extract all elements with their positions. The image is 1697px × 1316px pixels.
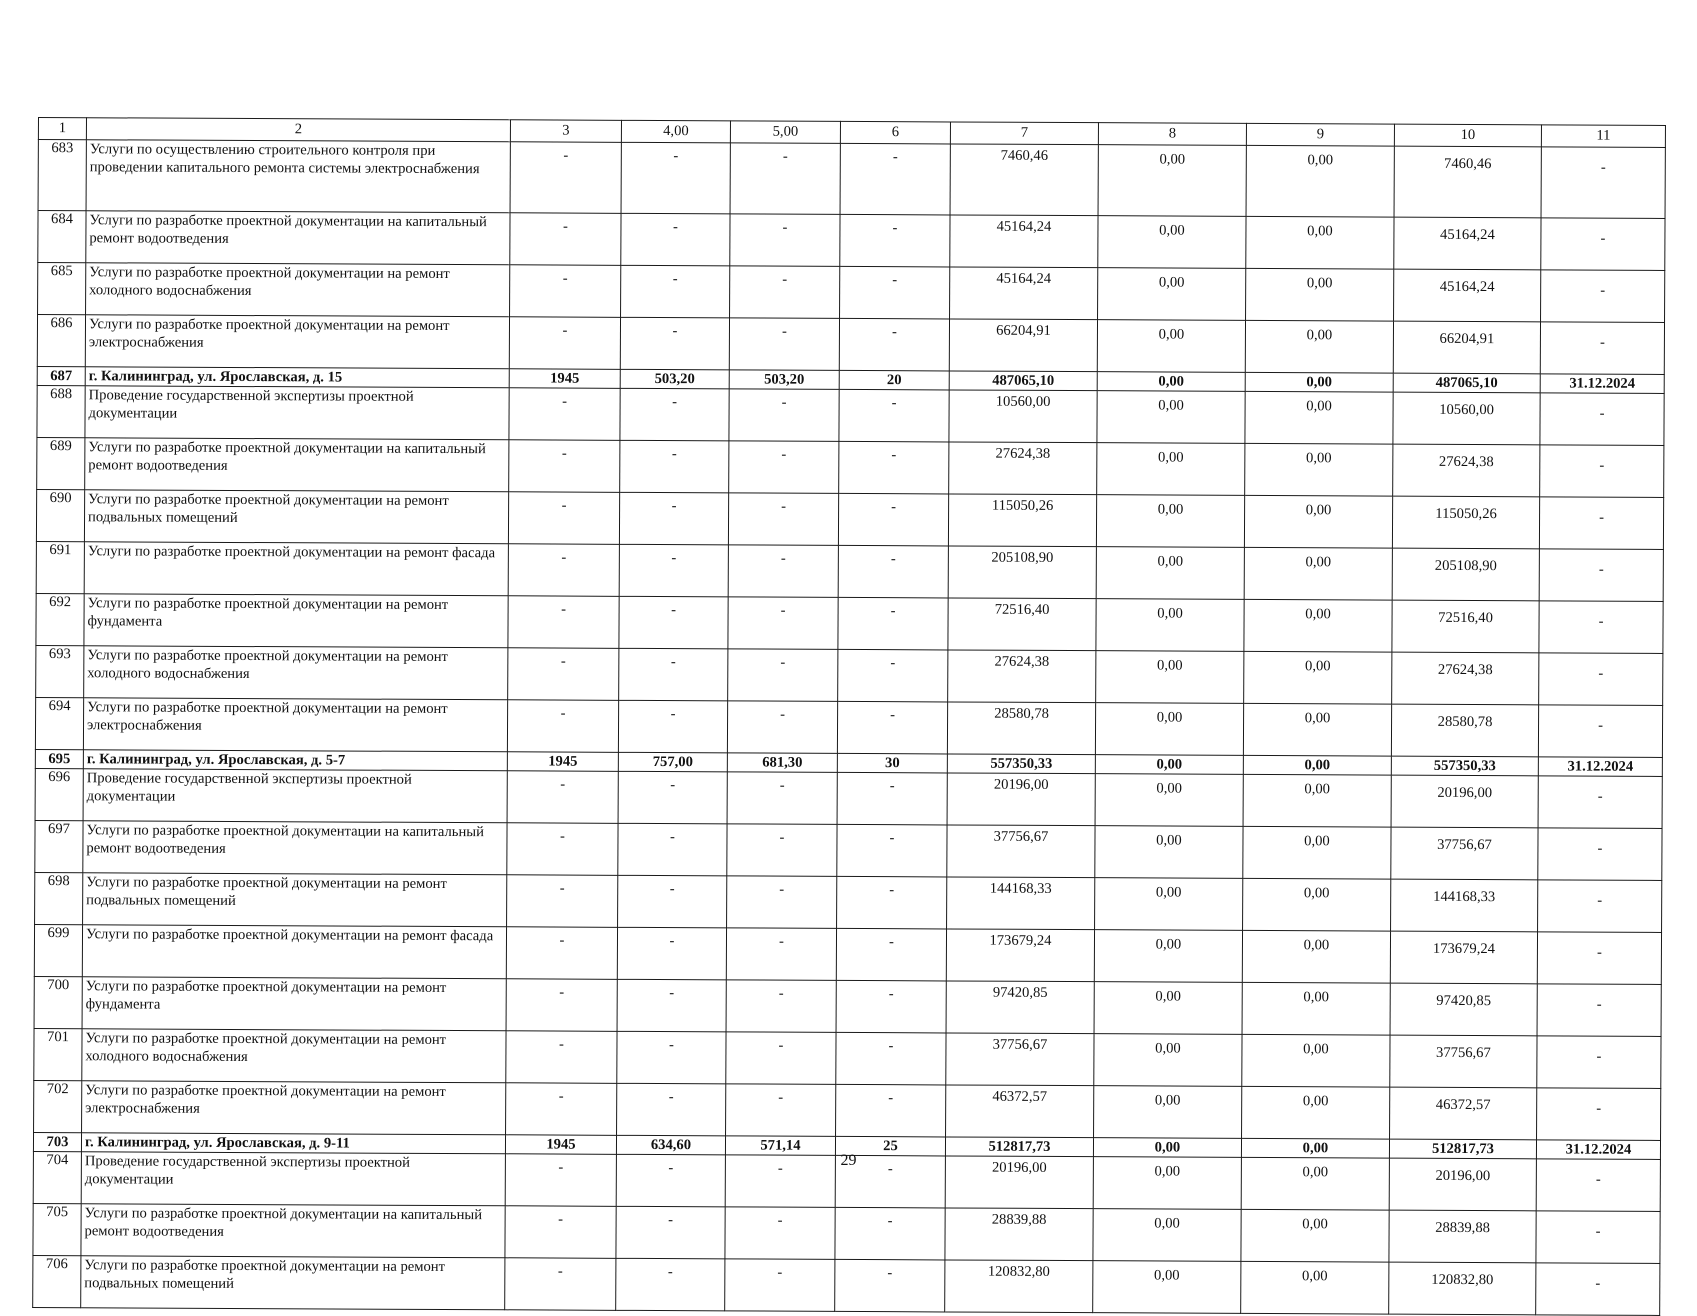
description-cell: Услуги по разработке проектной документации на ремонт фасада bbox=[82, 925, 506, 979]
description-cell: Услуги по разработке проектной документации на ремонт холодного водоснабжения bbox=[86, 263, 510, 317]
cost-owners-cell: 205108,90 bbox=[1392, 548, 1539, 601]
cost-total-cell: 37756,67 bbox=[946, 1033, 1094, 1086]
description-cell: Услуги по разработке проектной документации на ремонт подвальных помещений bbox=[81, 1256, 505, 1310]
cost-fund-cell: 0,00 bbox=[1096, 599, 1244, 652]
year-cell: - bbox=[508, 596, 619, 649]
deadline-cell: 31.12.2024 bbox=[1540, 374, 1664, 394]
description-cell: Услуги по разработке проектной документации на ремонт фундамента bbox=[82, 977, 506, 1031]
total-area-cell: - bbox=[620, 440, 729, 493]
apartments-cell: - bbox=[837, 824, 947, 877]
row-number-cell: 692 bbox=[36, 593, 84, 645]
deadline-cell: - bbox=[1537, 1088, 1661, 1141]
cost-owners-cell: 487065,10 bbox=[1393, 373, 1540, 393]
year-cell: - bbox=[505, 1258, 616, 1311]
description-cell: Услуги по разработке проектной документации на капитальный ремонт водоотведения bbox=[83, 821, 507, 875]
apartments-cell: - bbox=[837, 876, 947, 929]
living-area-cell: - bbox=[729, 318, 839, 371]
row-number-cell: 693 bbox=[36, 645, 84, 697]
year-cell: - bbox=[508, 492, 619, 545]
total-area-cell: 757,00 bbox=[618, 752, 727, 772]
total-area-cell: 503,20 bbox=[620, 369, 729, 389]
cost-fund-cell: 0,00 bbox=[1097, 320, 1245, 373]
cost-other-cell: 0,00 bbox=[1242, 930, 1390, 983]
row-number-cell: 695 bbox=[35, 749, 83, 768]
cost-other-cell: 0,00 bbox=[1244, 651, 1392, 704]
apartments-cell: - bbox=[838, 649, 948, 702]
living-area-cell: - bbox=[729, 389, 839, 442]
deadline-cell: 31.12.2024 bbox=[1538, 757, 1662, 777]
column-number-cell: 8 bbox=[1098, 123, 1246, 146]
description-cell: Проведение государственной экспертизы проектной документации bbox=[85, 386, 509, 440]
cost-other-cell: 0,00 bbox=[1244, 547, 1392, 600]
row-number-cell: 699 bbox=[34, 924, 82, 976]
year-cell: 1945 bbox=[509, 369, 620, 389]
cost-fund-cell: 0,00 bbox=[1094, 930, 1242, 983]
column-number-cell: 6 bbox=[840, 121, 950, 144]
description-cell: Услуги по разработке проектной документации на капитальный ремонт водоотведения bbox=[85, 438, 509, 492]
description-cell: Проведение государственной экспертизы проектной документации bbox=[81, 1152, 505, 1206]
year-cell: - bbox=[510, 142, 621, 214]
table-row bbox=[34, 924, 1661, 984]
living-area-cell: - bbox=[727, 824, 837, 877]
description-cell: Услуги по разработке проектной документации на ремонт холодного водоснабжения bbox=[82, 1029, 506, 1083]
cost-owners-cell: 37756,67 bbox=[1391, 827, 1538, 880]
description-cell: Услуги по разработке проектной документации на ремонт подвальных помещений bbox=[84, 490, 508, 544]
description-cell: Услуги по разработке проектной документации на ремонт холодного водоснабжения bbox=[84, 646, 508, 700]
description-cell: Услуги по разработке проектной документации на ремонт фундамента bbox=[84, 594, 508, 648]
living-area-cell: - bbox=[727, 876, 837, 929]
description-cell: Услуги по разработке проектной документации на ремонт электроснабжения bbox=[85, 315, 509, 369]
living-area-cell: - bbox=[730, 143, 840, 215]
cost-other-cell: 0,00 bbox=[1242, 982, 1390, 1035]
year-cell: - bbox=[505, 1154, 616, 1207]
living-area-cell: - bbox=[726, 1032, 836, 1085]
cost-total-cell: 28580,78 bbox=[947, 702, 1095, 755]
cost-total-cell: 27624,38 bbox=[949, 442, 1097, 495]
table-row bbox=[37, 385, 1664, 445]
apartments-cell: - bbox=[835, 1259, 945, 1312]
cost-owners-cell: 97420,85 bbox=[1390, 983, 1537, 1036]
total-area-cell: - bbox=[619, 648, 728, 701]
cost-total-cell: 20196,00 bbox=[947, 773, 1095, 826]
cost-total-cell: 20196,00 bbox=[945, 1156, 1093, 1209]
row-number-cell: 694 bbox=[35, 697, 83, 749]
cost-owners-cell: 173679,24 bbox=[1390, 931, 1537, 984]
cost-owners-cell: 27624,38 bbox=[1392, 652, 1539, 705]
total-area-cell: - bbox=[617, 979, 726, 1032]
row-number-cell: 705 bbox=[33, 1203, 81, 1255]
total-area-cell: - bbox=[618, 823, 727, 876]
cost-other-cell: 0,00 bbox=[1243, 878, 1391, 931]
living-area-cell: - bbox=[728, 545, 838, 598]
table-row bbox=[36, 489, 1663, 549]
total-area-cell: 634,60 bbox=[616, 1135, 725, 1155]
year-cell: - bbox=[506, 979, 617, 1032]
apartments-cell: - bbox=[838, 597, 948, 650]
cost-fund-cell: 0,00 bbox=[1094, 1086, 1242, 1139]
deadline-cell: 31.12.2024 bbox=[1536, 1140, 1660, 1160]
total-area-cell: - bbox=[616, 1206, 725, 1259]
living-area-cell: - bbox=[725, 1259, 835, 1312]
cost-fund-cell: 0,00 bbox=[1093, 1138, 1241, 1158]
description-cell: Услуги по осуществлению строительного контроля при проведении капитального ремонта системы электроснабжения bbox=[86, 140, 510, 213]
cost-owners-cell: 28580,78 bbox=[1391, 704, 1538, 757]
table-row bbox=[35, 697, 1662, 757]
row-number-cell: 687 bbox=[37, 366, 85, 385]
apartments-cell: - bbox=[837, 772, 947, 825]
cost-owners-cell: 27624,38 bbox=[1393, 444, 1540, 497]
table-row bbox=[38, 211, 1665, 271]
cost-owners-cell: 72516,40 bbox=[1392, 600, 1539, 653]
deadline-cell: - bbox=[1536, 1263, 1660, 1316]
cost-total-cell: 205108,90 bbox=[948, 546, 1096, 599]
cost-other-cell: 0,00 bbox=[1246, 216, 1394, 269]
cost-owners-cell: 20196,00 bbox=[1391, 775, 1538, 828]
cost-total-cell: 97420,85 bbox=[946, 981, 1094, 1034]
cost-total-cell: 45164,24 bbox=[950, 215, 1098, 268]
total-area-cell: - bbox=[621, 265, 730, 318]
cost-fund-cell: 0,00 bbox=[1098, 268, 1246, 321]
cost-other-cell: 0,00 bbox=[1242, 1086, 1390, 1139]
deadline-cell: - bbox=[1540, 445, 1664, 498]
row-number-cell: 704 bbox=[33, 1151, 81, 1203]
year-cell: - bbox=[509, 388, 620, 441]
apartments-cell: - bbox=[836, 980, 946, 1033]
row-number-cell: 686 bbox=[37, 315, 85, 367]
cost-other-cell: 0,00 bbox=[1243, 755, 1391, 775]
column-number-cell: 4,00 bbox=[621, 120, 730, 143]
deadline-cell: - bbox=[1539, 549, 1663, 602]
row-number-cell: 684 bbox=[38, 211, 86, 263]
cost-owners-cell: 20196,00 bbox=[1389, 1158, 1536, 1211]
total-area-cell: - bbox=[618, 875, 727, 928]
cost-fund-cell: 0,00 bbox=[1097, 372, 1245, 392]
table-row bbox=[35, 768, 1662, 828]
living-area-cell: - bbox=[728, 493, 838, 546]
table-row bbox=[37, 315, 1664, 375]
deadline-cell: - bbox=[1536, 1211, 1660, 1264]
table-row bbox=[38, 140, 1665, 219]
deadline-cell: - bbox=[1536, 1159, 1660, 1212]
year-cell: - bbox=[510, 265, 621, 318]
deadline-cell: - bbox=[1540, 322, 1664, 375]
living-area-cell: - bbox=[730, 266, 840, 319]
table-row bbox=[33, 1203, 1660, 1263]
living-area-cell: - bbox=[728, 649, 838, 702]
cost-owners-cell: 28839,88 bbox=[1389, 1210, 1536, 1263]
column-number-cell: 11 bbox=[1541, 125, 1665, 148]
cost-fund-cell: 0,00 bbox=[1098, 216, 1246, 269]
cost-total-cell: 115050,26 bbox=[948, 494, 1096, 547]
living-area-cell: - bbox=[727, 701, 837, 754]
column-number-cell: 5,00 bbox=[730, 121, 840, 144]
living-area-cell: 681,30 bbox=[727, 753, 837, 773]
cost-other-cell: 0,00 bbox=[1243, 774, 1391, 827]
cost-other-cell: 0,00 bbox=[1244, 495, 1392, 548]
deadline-cell: - bbox=[1538, 880, 1662, 933]
cost-fund-cell: 0,00 bbox=[1093, 1261, 1241, 1314]
year-cell: - bbox=[507, 771, 618, 824]
cost-total-cell: 45164,24 bbox=[950, 267, 1098, 320]
cost-total-cell: 28839,88 bbox=[945, 1208, 1093, 1261]
year-cell: - bbox=[507, 875, 618, 928]
cost-owners-cell: 66204,91 bbox=[1393, 321, 1540, 374]
row-number-cell: 690 bbox=[36, 489, 84, 541]
apartments-cell: - bbox=[840, 143, 950, 215]
apartments-cell: - bbox=[840, 266, 950, 319]
cost-other-cell: 0,00 bbox=[1241, 1261, 1389, 1314]
cost-total-cell: 10560,00 bbox=[949, 390, 1097, 443]
deadline-cell: - bbox=[1541, 147, 1665, 219]
cost-other-cell: 0,00 bbox=[1245, 320, 1393, 373]
row-number-cell: 697 bbox=[35, 820, 83, 872]
row-number-cell: 696 bbox=[35, 768, 83, 820]
row-number-cell: 698 bbox=[35, 872, 83, 924]
year-cell: - bbox=[506, 1083, 617, 1136]
year-cell: 1945 bbox=[507, 752, 618, 772]
year-cell: 1945 bbox=[505, 1135, 616, 1155]
cost-total-cell: 37756,67 bbox=[947, 825, 1095, 878]
table-row bbox=[36, 541, 1663, 601]
cost-other-cell: 0,00 bbox=[1241, 1157, 1389, 1210]
table-row bbox=[34, 1028, 1661, 1088]
cost-total-cell: 66204,91 bbox=[949, 319, 1097, 372]
apartments-cell: - bbox=[836, 1084, 946, 1137]
description-cell: Услуги по разработке проектной документации на ремонт электроснабжения bbox=[82, 1081, 506, 1135]
cost-total-cell: 7460,46 bbox=[950, 144, 1098, 216]
row-number-cell: 702 bbox=[34, 1080, 82, 1132]
description-cell: г. Калининград, ул. Ярославская, д. 9-11 bbox=[81, 1133, 505, 1154]
description-cell: Услуги по разработке проектной документации на капитальный ремонт водоотведения bbox=[81, 1204, 505, 1258]
total-area-cell: - bbox=[618, 700, 727, 753]
cost-fund-cell: 0,00 bbox=[1095, 755, 1243, 775]
deadline-cell: - bbox=[1540, 393, 1664, 446]
total-area-cell: - bbox=[619, 492, 728, 545]
document-sheet bbox=[32, 117, 1665, 1316]
cost-other-cell: 0,00 bbox=[1245, 391, 1393, 444]
cost-fund-cell: 0,00 bbox=[1097, 443, 1245, 496]
table-row bbox=[34, 976, 1661, 1036]
cost-other-cell: 0,00 bbox=[1245, 443, 1393, 496]
table-row bbox=[35, 820, 1662, 880]
cost-fund-cell: 0,00 bbox=[1095, 703, 1243, 756]
cost-fund-cell: 0,00 bbox=[1098, 145, 1246, 217]
cost-other-cell: 0,00 bbox=[1246, 145, 1394, 217]
description-cell: Услуги по разработке проектной документации на капитальный ремонт водоотведения bbox=[86, 211, 510, 265]
cost-owners-cell: 45164,24 bbox=[1394, 269, 1541, 322]
cost-total-cell: 487065,10 bbox=[949, 371, 1097, 391]
row-number-cell: 691 bbox=[36, 541, 84, 593]
year-cell: - bbox=[508, 648, 619, 701]
cost-total-cell: 144168,33 bbox=[947, 877, 1095, 930]
cost-other-cell: 0,00 bbox=[1241, 1138, 1389, 1158]
table-row bbox=[36, 645, 1663, 705]
apartments-cell: - bbox=[840, 214, 950, 267]
cost-other-cell: 0,00 bbox=[1241, 1209, 1389, 1262]
row-number-cell: 703 bbox=[33, 1132, 81, 1151]
cost-owners-cell: 7460,46 bbox=[1394, 146, 1541, 218]
cost-total-cell: 557350,33 bbox=[947, 754, 1095, 774]
column-number-cell: 2 bbox=[86, 118, 510, 142]
cost-owners-cell: 10560,00 bbox=[1393, 392, 1540, 445]
cost-owners-cell: 120832,80 bbox=[1389, 1262, 1536, 1315]
apartments-cell: 25 bbox=[835, 1136, 945, 1156]
description-cell: Услуги по разработке проектной документации на ремонт подвальных помещений bbox=[83, 873, 507, 927]
living-area-cell: - bbox=[727, 772, 837, 825]
apartments-cell: - bbox=[836, 1032, 946, 1085]
cost-owners-cell: 144168,33 bbox=[1391, 879, 1538, 932]
apartments-cell: - bbox=[839, 441, 949, 494]
cost-other-cell: 0,00 bbox=[1245, 372, 1393, 392]
apartments-cell: 20 bbox=[839, 370, 949, 390]
year-cell: - bbox=[509, 317, 620, 370]
cost-fund-cell: 0,00 bbox=[1096, 547, 1244, 600]
living-area-cell: 571,14 bbox=[725, 1136, 835, 1156]
column-number-cell: 10 bbox=[1394, 124, 1541, 147]
cost-other-cell: 0,00 bbox=[1246, 268, 1394, 321]
row-number-cell: 685 bbox=[38, 263, 86, 315]
deadline-cell: - bbox=[1537, 932, 1661, 985]
cost-fund-cell: 0,00 bbox=[1093, 1157, 1241, 1210]
deadline-cell: - bbox=[1539, 497, 1663, 550]
total-area-cell: - bbox=[620, 317, 729, 370]
row-number-cell: 701 bbox=[34, 1028, 82, 1080]
apartments-cell: - bbox=[839, 389, 949, 442]
table-row bbox=[38, 263, 1665, 323]
cost-total-cell: 27624,38 bbox=[948, 650, 1096, 703]
cost-fund-cell: 0,00 bbox=[1097, 391, 1245, 444]
total-area-cell: - bbox=[616, 1154, 725, 1207]
apartments-cell: 30 bbox=[837, 753, 947, 773]
apartments-cell: - bbox=[838, 493, 948, 546]
living-area-cell: - bbox=[726, 1084, 836, 1137]
cost-owners-cell: 37756,67 bbox=[1390, 1035, 1537, 1088]
living-area-cell: - bbox=[725, 1155, 835, 1208]
year-cell: - bbox=[505, 1206, 616, 1259]
cost-other-cell: 0,00 bbox=[1243, 703, 1391, 756]
deadline-cell: - bbox=[1537, 984, 1661, 1037]
table-row bbox=[33, 1255, 1660, 1315]
cost-fund-cell: 0,00 bbox=[1093, 1209, 1241, 1262]
cost-fund-cell: 0,00 bbox=[1096, 651, 1244, 704]
table-row bbox=[34, 1080, 1661, 1140]
description-cell: Услуги по разработке проектной документации на ремонт электроснабжения bbox=[83, 698, 507, 752]
total-area-cell: - bbox=[617, 1031, 726, 1084]
cost-fund-cell: 0,00 bbox=[1094, 1034, 1242, 1087]
table-body bbox=[33, 118, 1666, 1316]
total-area-cell: - bbox=[620, 388, 729, 441]
page-number: 29 bbox=[840, 1152, 857, 1169]
cost-fund-cell: 0,00 bbox=[1095, 774, 1243, 827]
total-area-cell: - bbox=[619, 544, 728, 597]
column-number-cell: 7 bbox=[950, 122, 1098, 145]
apartments-cell: - bbox=[835, 1207, 945, 1260]
description-cell: г. Калининград, ул. Ярославская, д. 5-7 bbox=[83, 750, 507, 771]
apartments-cell: - bbox=[838, 545, 948, 598]
total-area-cell: - bbox=[617, 927, 726, 980]
cost-owners-cell: 46372,57 bbox=[1390, 1087, 1537, 1140]
total-area-cell: - bbox=[618, 771, 727, 824]
cost-owners-cell: 512817,73 bbox=[1389, 1139, 1536, 1159]
total-area-cell: - bbox=[621, 213, 730, 266]
description-cell: Проведение государственной экспертизы проектной документации bbox=[83, 769, 507, 823]
apartments-cell: - bbox=[837, 701, 947, 754]
column-number-cell: 3 bbox=[510, 120, 621, 143]
living-area-cell: - bbox=[725, 1207, 835, 1260]
year-cell: - bbox=[506, 1031, 617, 1084]
row-number-cell: 689 bbox=[37, 437, 85, 489]
cost-other-cell: 0,00 bbox=[1244, 599, 1392, 652]
works-table bbox=[32, 117, 1666, 1316]
deadline-cell: - bbox=[1539, 601, 1663, 654]
year-cell: - bbox=[509, 440, 620, 493]
deadline-cell: - bbox=[1537, 1036, 1661, 1089]
year-cell: - bbox=[507, 823, 618, 876]
living-area-cell: - bbox=[726, 928, 836, 981]
cost-total-cell: 72516,40 bbox=[948, 598, 1096, 651]
apartments-cell: - bbox=[839, 318, 949, 371]
row-number-cell: 688 bbox=[37, 385, 85, 437]
year-cell: - bbox=[510, 213, 621, 266]
deadline-cell: - bbox=[1541, 270, 1665, 323]
deadline-cell: - bbox=[1538, 828, 1662, 881]
year-cell: - bbox=[508, 544, 619, 597]
cost-total-cell: 46372,57 bbox=[946, 1085, 1094, 1138]
deadline-cell: - bbox=[1538, 705, 1662, 758]
total-area-cell: - bbox=[616, 1258, 725, 1311]
cost-owners-cell: 45164,24 bbox=[1394, 217, 1541, 270]
total-area-cell: - bbox=[619, 596, 728, 649]
cost-fund-cell: 0,00 bbox=[1096, 495, 1244, 548]
living-area-cell: - bbox=[728, 597, 838, 650]
table-row bbox=[36, 593, 1663, 653]
cost-fund-cell: 0,00 bbox=[1095, 878, 1243, 931]
apartments-cell: - bbox=[835, 1155, 945, 1208]
cost-other-cell: 0,00 bbox=[1242, 1034, 1390, 1087]
cost-total-cell: 512817,73 bbox=[945, 1137, 1093, 1157]
year-cell: - bbox=[507, 700, 618, 753]
table-row bbox=[35, 872, 1662, 932]
cost-fund-cell: 0,00 bbox=[1094, 982, 1242, 1035]
row-number-cell: 683 bbox=[38, 140, 86, 211]
living-area-cell: - bbox=[729, 441, 839, 494]
column-number-cell: 1 bbox=[38, 118, 86, 140]
total-area-cell: - bbox=[621, 142, 730, 214]
year-cell: - bbox=[506, 927, 617, 980]
description-cell: Услуги по разработке проектной документации на ремонт фасада bbox=[84, 542, 508, 596]
table-row bbox=[37, 437, 1664, 497]
cost-owners-cell: 557350,33 bbox=[1391, 756, 1538, 776]
cost-total-cell: 120832,80 bbox=[945, 1260, 1093, 1313]
total-area-cell: - bbox=[617, 1083, 726, 1136]
column-number-cell: 9 bbox=[1246, 123, 1394, 146]
deadline-cell: - bbox=[1539, 653, 1663, 706]
row-number-cell: 700 bbox=[34, 976, 82, 1028]
apartments-cell: - bbox=[836, 928, 946, 981]
row-number-cell: 706 bbox=[33, 1255, 81, 1307]
cost-owners-cell: 115050,26 bbox=[1392, 496, 1539, 549]
deadline-cell: - bbox=[1541, 218, 1665, 271]
living-area-cell: - bbox=[726, 980, 836, 1033]
cost-total-cell: 173679,24 bbox=[946, 929, 1094, 982]
living-area-cell: 503,20 bbox=[729, 370, 839, 390]
living-area-cell: - bbox=[730, 214, 840, 267]
description-cell: г. Калининград, ул. Ярославская, д. 15 bbox=[85, 367, 509, 388]
cost-fund-cell: 0,00 bbox=[1095, 826, 1243, 879]
deadline-cell: - bbox=[1538, 776, 1662, 829]
cost-other-cell: 0,00 bbox=[1243, 826, 1391, 879]
